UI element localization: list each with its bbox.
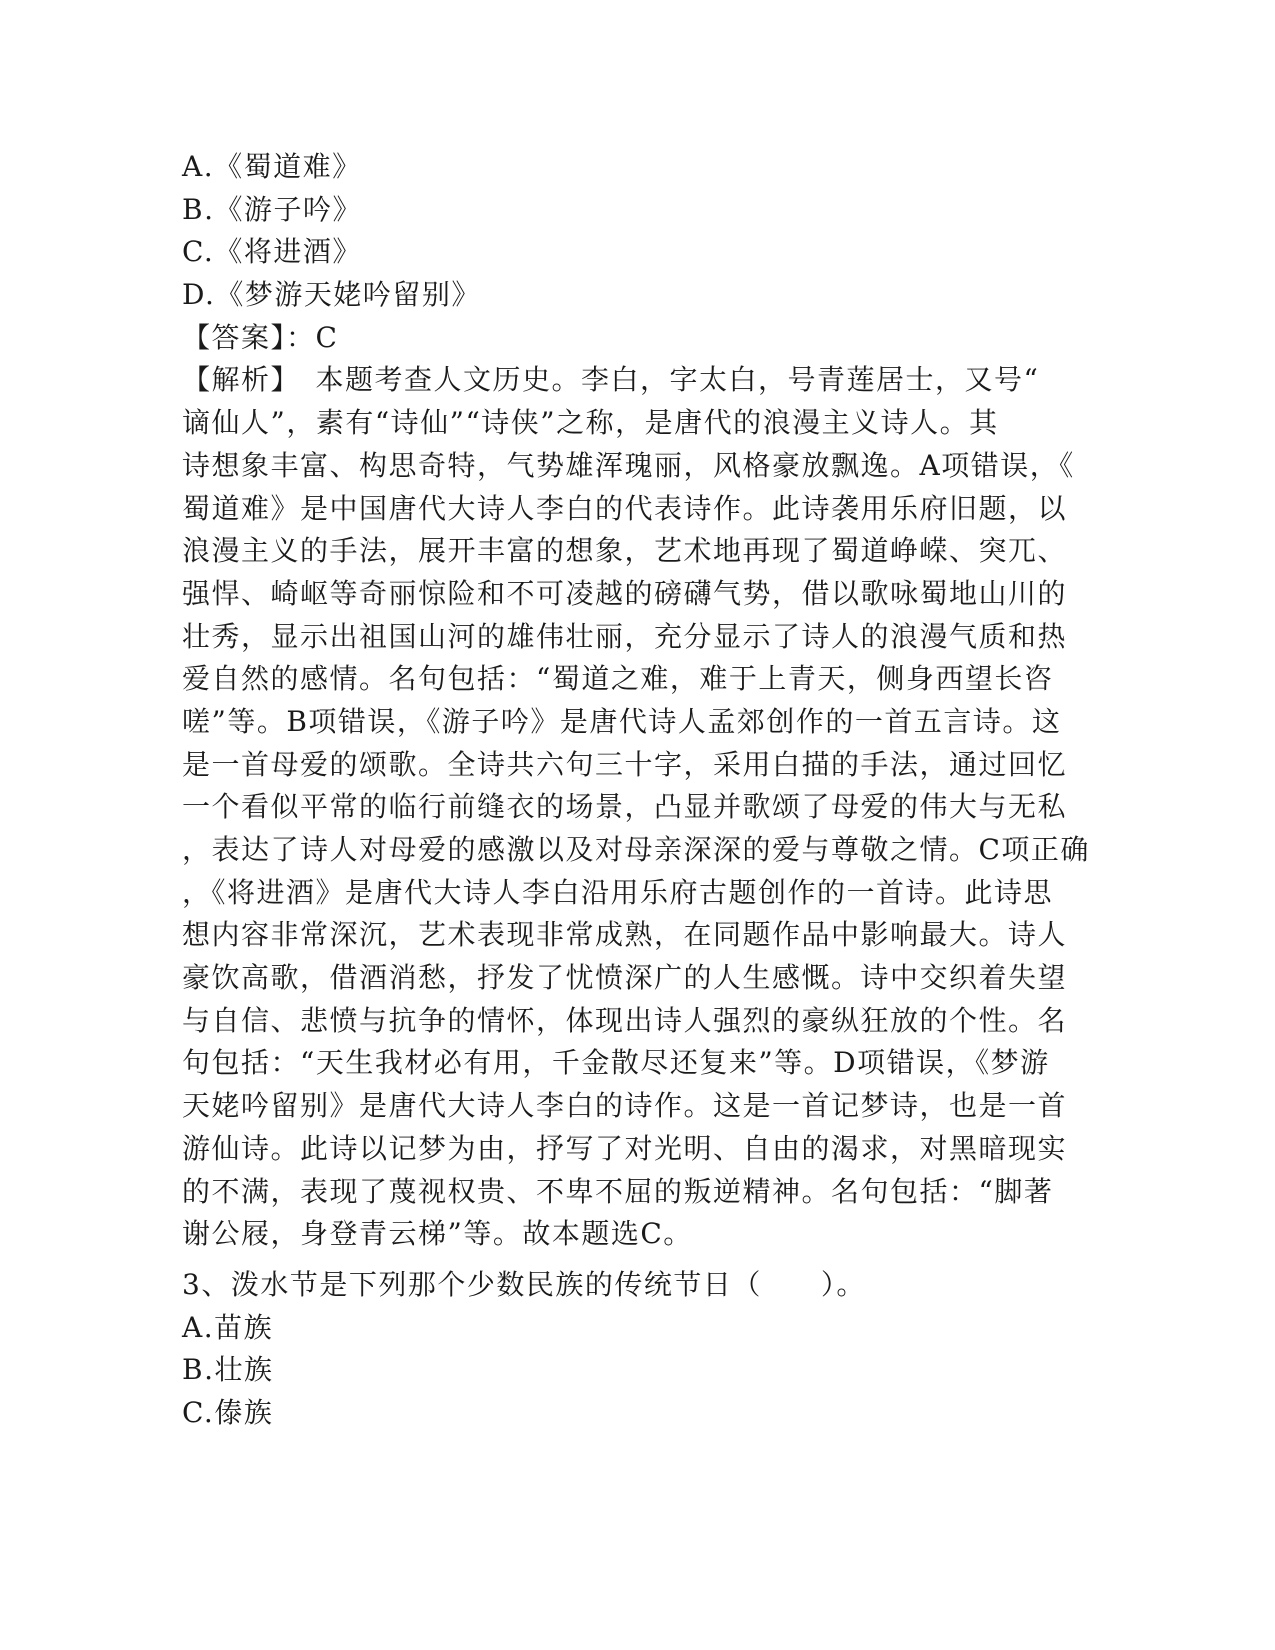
analysis-line: 壮秀，显示出祖国山河的雄伟壮丽，充分显示了诗人的浪漫气质和热 <box>182 619 1068 653</box>
analysis-block <box>182 359 1090 1255</box>
q3-option-c: C.傣族 <box>182 1395 274 1429</box>
spacer <box>182 1256 1042 1264</box>
analysis-line: 强悍、崎岖等奇丽惊险和不可凌越的磅礴气势，借以歌咏蜀地山川的 <box>182 576 1068 610</box>
option-d: D.《梦游天姥吟留别》 <box>182 278 481 312</box>
analysis-line: 句包括：“天生我材必有用，千金散尽还复来”等。D项错误，《梦游 <box>182 1046 1050 1080</box>
analysis-line: 嗟”等。B项错误，《游子吟》是唐代诗人孟郊创作的一首五言诗。这 <box>182 704 1062 738</box>
option-b: B.《游子吟》 <box>182 192 362 226</box>
analysis-line: 浪漫主义的手法，展开丰富的想象，艺术地再现了蜀道峥嵘、突兀、 <box>182 534 1068 568</box>
analysis-line: 谢公屐，身登青云梯”等。故本题选C。 <box>182 1217 693 1251</box>
analysis-line: 豪饮高歌，借酒消愁，抒发了忧愤深广的人生感慨。诗中交织着失望 <box>182 961 1068 995</box>
analysis-line: 天姥吟留别》是唐代大诗人李白的诗作。这是一首记梦诗，也是一首 <box>182 1089 1068 1123</box>
analysis-line: 蜀道难》是中国唐代大诗人李白的代表诗作。此诗袭用乐府旧题，以 <box>182 491 1068 525</box>
analysis-line: ，表达了诗人对母爱的感激以及对母亲深深的爱与尊敬之情。C项正确 <box>182 833 1090 866</box>
option-c: C.《将进酒》 <box>182 235 362 269</box>
analysis-line: 【解析】 本题考查人文历史。李白，字太白，号青莲居士，又号“ <box>182 363 1040 397</box>
analysis-line: 想内容非常深沉，艺术表现非常成熟，在同题作品中影响最大。诗人 <box>182 918 1068 952</box>
analysis-line: 与自信、悲愤与抗争的情怀，体现出诗人强烈的豪纵狂放的个性。名 <box>182 1003 1068 1037</box>
option-a: A.《蜀道难》 <box>182 150 362 183</box>
analysis-line: 游仙诗。此诗以记梦为由，抒写了对光明、自由的渴求，对黑暗现实 <box>182 1131 1068 1165</box>
analysis-line: ，《将进酒》是唐代大诗人李白沿用乐府古题创作的一首诗。此诗思 <box>182 875 1054 909</box>
analysis-line: 诗想象丰富、构思奇特，气势雄浑瑰丽，风格豪放飘逸。A项错误，《 <box>182 448 1075 482</box>
analysis-line: 一个看似平常的临行前缝衣的场景，凸显并歌颂了母爱的伟大与无私 <box>182 790 1068 824</box>
answer-line: 【答案】：C <box>182 320 339 354</box>
analysis-line: 谪仙人”，素有“诗仙”“诗侠”之称，是唐代的浪漫主义诗人。其 <box>182 406 999 440</box>
analysis-line: 的不满，表现了蔑视权贵、不卑不屈的叛逆精神。名句包括：“脚著 <box>182 1174 1054 1208</box>
q3-option-a: A.苗族 <box>182 1310 274 1344</box>
question-3-stem: 3、泼水节是下列那个少数民族的传统节日（ ）。 <box>182 1267 866 1301</box>
document-page <box>182 146 1090 1435</box>
analysis-line: 是一首母爱的颂歌。全诗共六句三十字，采用白描的手法，通过回忆 <box>182 747 1068 781</box>
analysis-line: 爱自然的感情。名句包括：“蜀道之难，难于上青天，侧身西望长咨 <box>182 662 1054 696</box>
q3-option-b: B.壮族 <box>182 1353 274 1387</box>
